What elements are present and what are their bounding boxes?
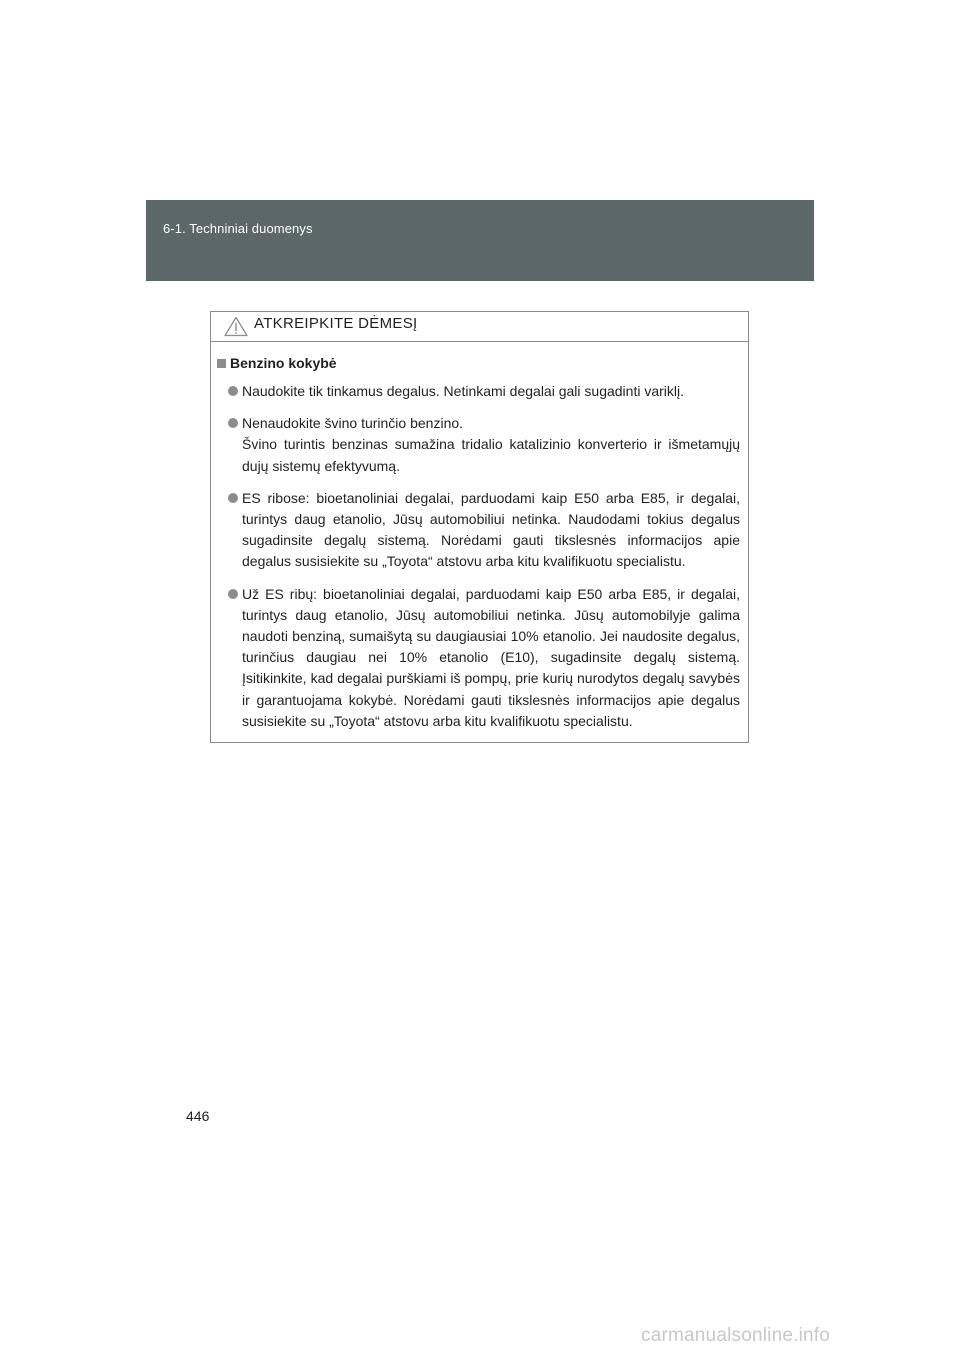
caution-body (211, 342, 748, 732)
topic-heading (216, 352, 740, 374)
topic-title: Benzino kokybė (230, 355, 337, 371)
caution-box (210, 311, 749, 743)
list-item-text: Nenaudokite švino turinčio benzino. (242, 415, 464, 432)
list-item-text: Naudokite tik tinkamus degalus. Netinkami degalai gali sugadinti variklį. (242, 383, 685, 399)
caution-header (211, 312, 748, 342)
list-item (216, 413, 740, 477)
section-title: 6-1. Techniniai duomenys (163, 221, 313, 236)
list-item-text: Už ES ribų: bioetanoliniai degalai, parduodami kaip E50 arba E85, ir degalai, turintys daug etanolio, Jūsų automobiliui netinka. Jūsų automobilyje galima naudoti benziną, sumaišytą su daugiausiai 10% etanolio. Jei naudosite degalus, turinčius daugiau nei 10% etanolio (E10), sugadinsite degalų sistemą. Įsitikinkite, kad degalai purškiami iš pompų, prie kurių nurodytos degalų savybės ir garantuojama kokybė. Norėdami gauti tikslesnės informacijos apie degalus susisiekite su „Toyota“ atstovu arba kitu kvalifikuotu specialistu. (242, 585, 740, 729)
list-item (216, 488, 740, 573)
list-item (216, 381, 740, 402)
watermark: carmanualsonline.info (641, 1325, 831, 1346)
page-number: 446 (186, 1108, 210, 1124)
section-header (146, 200, 814, 281)
round-bullet-icon (228, 493, 238, 503)
round-bullet-icon (228, 589, 238, 599)
list-item (216, 584, 740, 732)
round-bullet-icon (228, 386, 238, 396)
square-bullet-icon (217, 359, 226, 368)
list-item-text: Švino turintis benzinas sumažina tridalio katalizinio konverterio ir išmetamųjų dujų sistemų efektyvumą. (242, 436, 740, 474)
warning-triangle-icon (224, 316, 248, 337)
round-bullet-icon (228, 418, 238, 428)
list-item-text: ES ribose: bioetanoliniai degalai, parduodami kaip E50 arba E85, ir degalai, turintys daug etanolio, Jūsų automobiliui netinka. Naudodami tokius degalus sugadinsite degalų sistemą. Norėdami gauti tikslesnės informacijos apie degalus susisiekite su „Toyota“ atstovu arba kitu kvalifikuotu specialistu. (242, 489, 740, 570)
caution-title: ATKREIPKITE DĖMESĮ (254, 315, 418, 332)
